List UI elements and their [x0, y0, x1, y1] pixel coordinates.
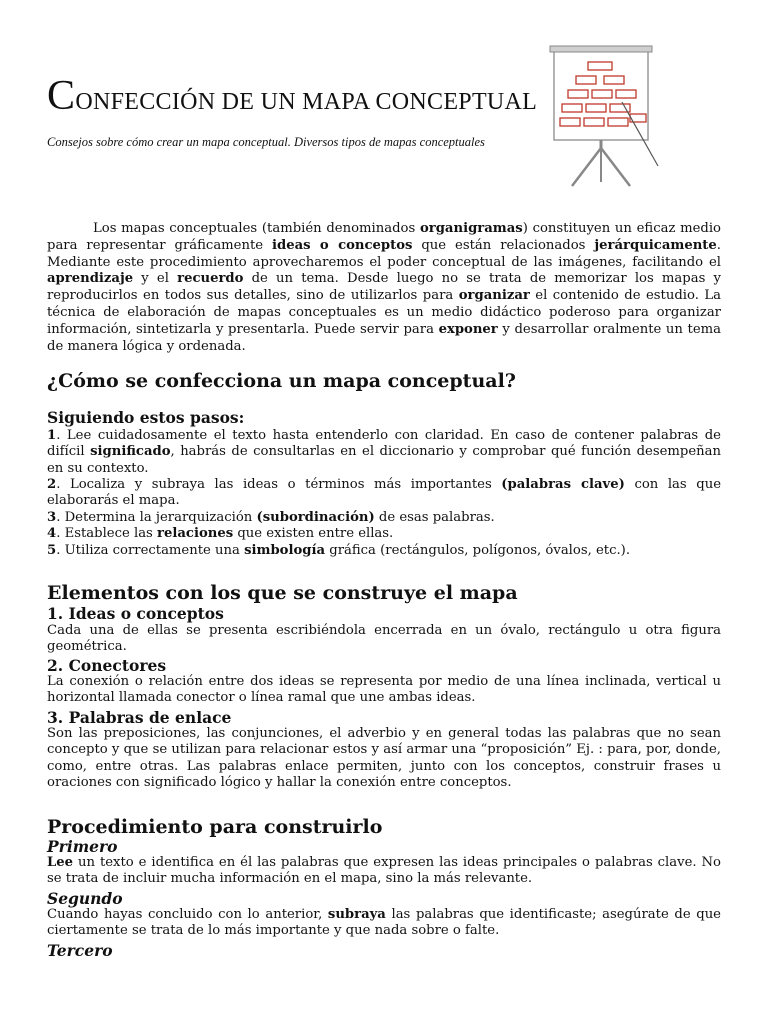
step-text: . Lee cuidadosamente el texto hasta entenderlo con claridad. En caso de contener palabras de difícil [47, 428, 721, 460]
step-text: . Localiza y subraya las ideas o términos más importantes [56, 477, 502, 492]
step-text: . Establece las [56, 526, 158, 541]
step-text: las palabras que identificaste; asegúrate de que ciertamente se trata de lo más importante y que nada sobre o falte. [47, 907, 721, 939]
section-heading-elementos: Elementos con los que se construye el mapa [47, 582, 518, 604]
step-bold: relaciones [157, 526, 234, 541]
intro-text: de un tema. Desde luego no se trata de memorizar los mapas y reproducirlos en todos sus detalles, sino de utilizarlos para [47, 271, 721, 304]
section-heading-procedimiento: Procedimiento para construirlo [47, 816, 383, 838]
item-title-enlace: 3. Palabras de enlace [47, 708, 232, 727]
intro-bold: organizar [458, 288, 530, 304]
step-text: que existen entre ellas. [233, 526, 394, 541]
section-subheading-pasos: Siguiendo estos pasos: [47, 408, 245, 427]
step-4 [47, 526, 721, 542]
step-5 [47, 543, 721, 559]
item-title-conectores: 2. Conectores [47, 656, 167, 675]
flipchart-diagram-icon [548, 44, 668, 189]
intro-bold: aprendizaje [47, 271, 134, 287]
intro-text: y el [133, 271, 178, 287]
step-text: Cuando hayas concluido con lo anterior, [47, 907, 328, 922]
intro-text: que están relacionados [412, 237, 595, 253]
step-2 [47, 477, 721, 510]
step-number: 2 [47, 477, 57, 492]
step-bold: Lee [47, 855, 74, 870]
step-number: 3 [47, 510, 57, 525]
step-text-primero [47, 855, 721, 888]
step-number: 1 [47, 428, 57, 443]
intro-text: el contenido de estudio. La técnica de elaboración de mapas conceptuales es un medio didáctico poderoso para organizar información, sintetizarla y presentarla. Puede servir para [47, 288, 721, 337]
step-bold: simbología [244, 543, 326, 558]
step-title-segundo: Segundo [47, 889, 123, 908]
item-text-enlace: Son las preposiciones, las conjunciones, el adverbio y en general todas las palabras que no sean concepto y que se utilizan para relacionar estos y así armar una “proposición” Ej. : para, por, donde, como, entre otras. Las palabras enlace permiten, junto con los conceptos, construir frases u oraciones con significado lógico y hallar la conexión entre conceptos. [47, 726, 721, 791]
step-title-tercero: Tercero [47, 941, 113, 960]
intro-bold: ideas o conceptos [272, 237, 413, 253]
step-text: . Determina la jerarquización [56, 510, 257, 525]
step-bold: significado [90, 444, 171, 460]
page-title [47, 72, 537, 120]
step-1 [47, 428, 721, 477]
intro-paragraph [47, 221, 721, 355]
step-number: 5 [47, 543, 57, 558]
step-text: de esas palabras. [374, 510, 495, 525]
step-text: . Utiliza correctamente una [56, 543, 245, 558]
step-3 [47, 510, 721, 526]
title-rest: ONFECCIÓN DE UN MAPA CONCEPTUAL [75, 89, 538, 115]
item-text-conectores: La conexión o relación entre dos ideas se representa por medio de una línea inclinada, vertical u horizontal llamada conector o línea ramal que une ambas ideas. [47, 674, 721, 706]
step-text-segundo [47, 907, 721, 940]
title-initial: C [47, 73, 76, 119]
step-bold: subraya [327, 907, 386, 922]
intro-text: y desarrollar oralmente un tema de manera lógica y ordenada. [47, 321, 721, 354]
step-text: con las que elaborarás el mapa. [47, 477, 722, 509]
step-text: , habrás de consultarlas en el diccionario y comprobar qué función desempeñan en su contexto. [47, 444, 721, 476]
intro-bold: organigramas [419, 221, 523, 236]
section-heading-como: ¿Cómo se confecciona un mapa conceptual? [47, 370, 516, 392]
step-bold: (palabras clave) [501, 477, 625, 492]
step-text: gráfica (rectángulos, polígonos, óvalos, etc.). [325, 543, 631, 558]
step-text: un texto e identifica en él las palabras que expresen las ideas principales o palabras clave. No se trata de incluir mucha información en el mapa, sino la más relevante. [47, 855, 721, 887]
item-title-ideas: 1. Ideas o conceptos [47, 604, 224, 623]
intro-text: . Mediante este procedimiento aprovecharemos el poder conceptual de las imágenes, facilitando el [47, 237, 721, 270]
page-subtitle: Consejos sobre cómo crear un mapa conceptual. Diversos tipos de mapas conceptuales [47, 135, 485, 149]
item-text-ideas: Cada una de ellas se presenta escribiéndola encerrada en un óvalo, rectángulo u otra figura geométrica. [47, 623, 721, 655]
intro-bold: jerárquicamente [594, 237, 717, 253]
step-title-primero: Primero [47, 837, 118, 856]
intro-text: Los mapas conceptuales (también denominados [93, 221, 420, 236]
step-number: 4 [47, 526, 57, 541]
intro-bold: recuerdo [177, 271, 244, 287]
intro-bold: exponer [438, 321, 498, 337]
step-bold: (subordinación) [256, 510, 375, 525]
intro-text: ) constituyen un eficaz medio para representar gráficamente [47, 221, 721, 253]
